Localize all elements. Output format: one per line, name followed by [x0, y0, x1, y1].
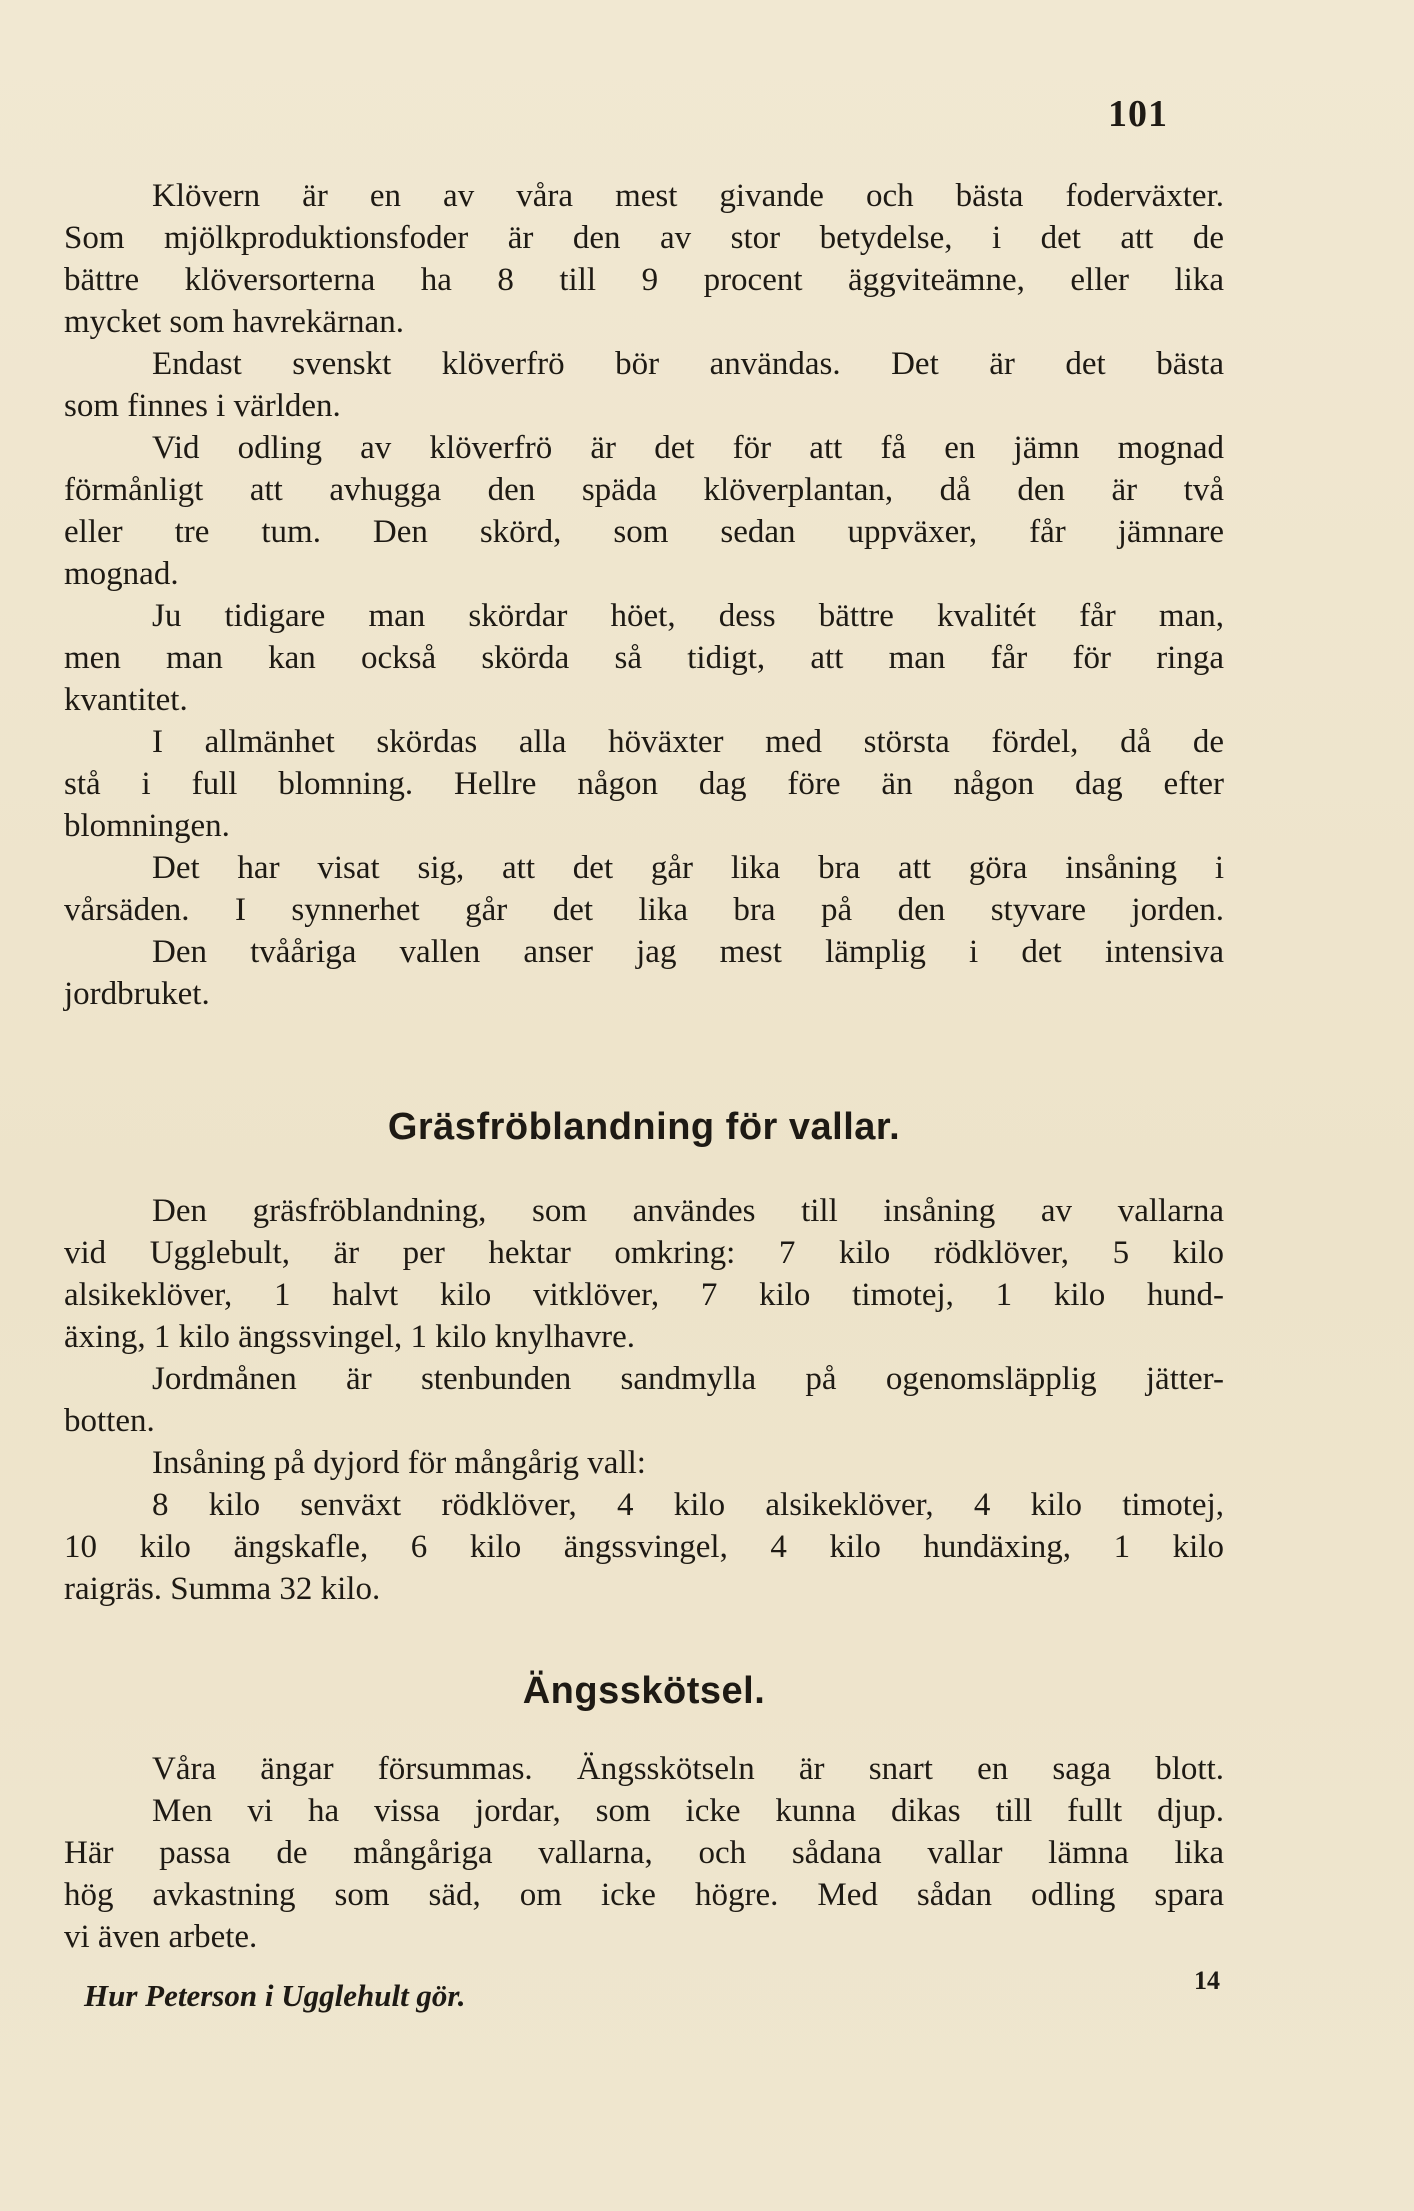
heading-meadow-care: Ängsskötsel.	[522, 1670, 766, 1712]
text-line: Vid odling av klöverfrö är det för att få en jämn mognad	[152, 430, 1224, 466]
text-line: Våra ängar försummas. Ängsskötseln är snart en saga blott.	[152, 1751, 1224, 1787]
text-line: vårsäden. I synnerhet går det lika bra på den styvare jorden.	[64, 892, 1224, 928]
text-line: 10 kilo ängskafle, 6 kilo ängssvingel, 4 kilo hundäxing, 1 kilo	[64, 1529, 1224, 1565]
text-line: vi även arbete.	[64, 1919, 258, 1955]
text-line: men man kan också skörda så tidigt, att man får för ringa	[64, 640, 1224, 676]
section-clover	[64, 175, 1224, 1015]
text-line: Den gräsfröblandning, som användes till insåning av vallarna	[152, 1193, 1224, 1229]
text-line: eller tre tum. Den skörd, som sedan uppväxer, får jämnare	[64, 514, 1224, 550]
section-grass-seed-mix	[64, 1190, 1224, 1610]
footer-signature: Hur Peterson i Ugglehult gör.	[84, 1978, 466, 2013]
text-line: Här passa de mångåriga vallarna, och sådana vallar lämna lika	[64, 1835, 1224, 1871]
text-line: Endast svenskt klöverfrö bör användas. Det är det bästa	[152, 346, 1224, 382]
text-line: mognad.	[64, 556, 179, 592]
text-line: alsikeklöver, 1 halvt kilo vitklöver, 7 kilo timotej, 1 kilo hund-	[64, 1277, 1224, 1313]
text-line: äxing, 1 kilo ängssvingel, 1 kilo knylhavre.	[64, 1319, 636, 1355]
text-line: Som mjölkproduktionsfoder är den av stor betydelse, i det att de	[64, 220, 1224, 256]
text-line: stå i full blomning. Hellre någon dag före än någon dag efter	[64, 766, 1224, 802]
heading-grass-seed-mix: Gräsfröblandning för vallar.	[387, 1106, 901, 1148]
text-line: 8 kilo senväxt rödklöver, 4 kilo alsikeklöver, 4 kilo timotej,	[152, 1487, 1224, 1523]
text-line: hög avkastning som säd, om icke högre. Med sådan odling spara	[64, 1877, 1224, 1913]
text-line: Jordmånen är stenbunden sandmylla på ogenomsläpplig jätter-	[152, 1361, 1224, 1397]
section-meadow-care	[64, 1748, 1224, 1958]
text-line: blomningen.	[64, 808, 230, 844]
text-line: bättre klöversorterna ha 8 till 9 procent äggviteämne, eller lika	[64, 262, 1224, 298]
text-line: Insåning på dyjord för mångårig vall:	[152, 1445, 646, 1481]
text-line: förmånligt att avhugga den späda klöverplantan, då den är två	[64, 472, 1224, 508]
text-line: Men vi ha vissa jordar, som icke kunna dikas till fullt djup.	[152, 1793, 1224, 1829]
page-footer	[84, 1966, 1224, 2020]
text-line: I allmänhet skördas alla höväxter med största fördel, då de	[152, 724, 1224, 760]
text-line: kvantitet.	[64, 682, 188, 718]
sheet-number: 14	[1194, 1966, 1220, 1995]
text-line: Den tvååriga vallen anser jag mest lämplig i det intensiva	[152, 934, 1224, 970]
text-line: vid Ugglebult, är per hektar omkring: 7 kilo rödklöver, 5 kilo	[64, 1235, 1224, 1271]
text-line: Ju tidigare man skördar höet, dess bättre kvalitét får man,	[152, 598, 1224, 634]
page-number: 101	[1108, 93, 1168, 135]
text-line: som finnes i världen.	[64, 388, 341, 424]
text-line: botten.	[64, 1403, 155, 1439]
text-line: raigräs. Summa 32 kilo.	[64, 1571, 381, 1607]
text-line: jordbruket.	[64, 976, 210, 1012]
text-line: mycket som havrekärnan.	[64, 304, 404, 340]
text-line: Klövern är en av våra mest givande och bästa foderväxter.	[152, 178, 1224, 214]
text-line: Det har visat sig, att det går lika bra att göra insåning i	[152, 850, 1224, 886]
